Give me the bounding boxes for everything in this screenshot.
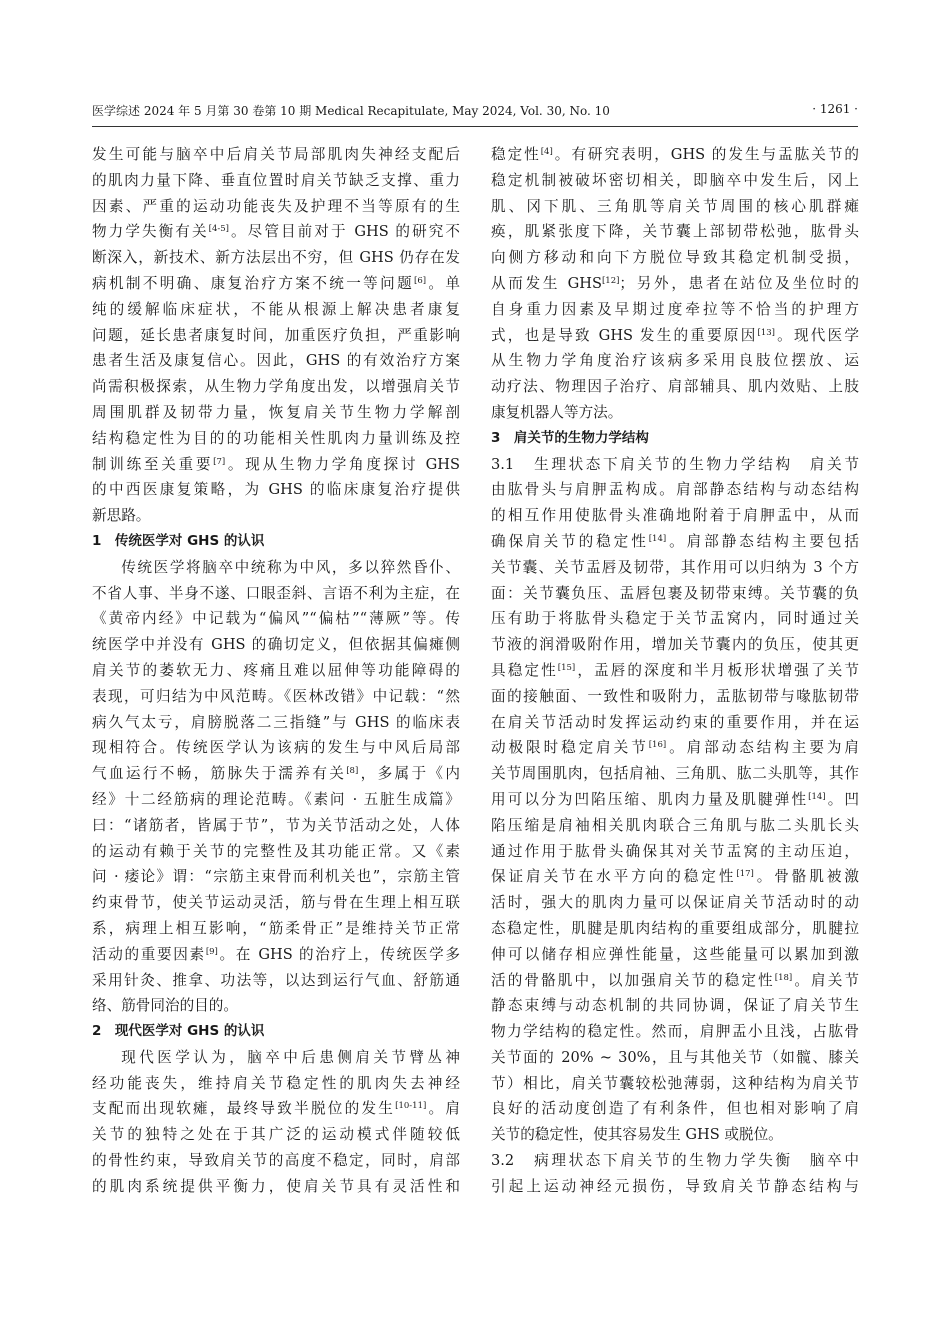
text-line: 新思路。 [92,507,151,525]
text-line: 保证肩关节在水平方向的稳定性[17]。骨骼肌被激 [491,868,859,886]
text-line: 关节囊、关节盂唇及韧带，其作用可以归纳为 3 个方 [491,558,859,576]
text-line: 从生物力学角度治疗该病多采用良肢位摆放、运 [491,352,859,370]
running-header [92,100,858,122]
text-line: 经功能丧失，维持肩关节稳定性的肌肉失去神经 [92,1074,460,1092]
text-line: 约束骨节，使关节运动灵活，筋与骨在生理上相互联 [92,894,460,912]
text-line: 关节的稳定性，使其容易发生 GHS 或脱位。 [491,1126,783,1144]
text-line: 向侧方移动和向下方脱位导致其稳定机制受损， [491,249,859,267]
text-line: 患者生活及康复信心。因此，GHS 的有效治疗方案 [92,352,460,370]
text-line: 式，也是导致 GHS 发生的重要原因[13]。现代医学 [491,326,859,344]
text-line: 传统医学将脑卒中统称为中风，多以猝然昏仆、 [121,558,460,576]
citation-marker: [6] [414,275,427,286]
text-line: 发生可能与脑卒中后肩关节局部肌肉失神经支配后 [92,146,460,163]
left-column [92,142,460,1200]
citation-marker: [18] [774,972,793,983]
text-line: 用可以分为凹陷压缩、肌肉力量及肌腱弹性[14]。凹 [491,790,859,808]
text-line: 面：关节囊负压、盂唇包裹及韧带束缚。关节囊的负 [491,584,859,602]
text-line: 络、筋骨同治的目的。 [92,997,238,1015]
text-line: 面的接触面、一致性和吸附力，盂肱韧带与喙肱韧带 [491,687,859,705]
subsection-heading: 3.2 病理状态下肩关节的生物力学失衡 脑卒中 [491,1152,859,1170]
citation-marker: [4-5] [208,224,229,235]
text-line: 支配而出现软瘫，最终导致半脱位的发生[10-11]。肩 [92,1100,460,1118]
text-line: 采用针灸、推拿、功法等，以达到运行气血、舒筋通 [92,971,460,989]
text-line: 节）相比，肩关节囊较松弛薄弱，这种结构为肩关节 [491,1074,859,1092]
citation-marker: [12] [601,275,620,286]
text-line: 动极限时稳定肩关节[16]。肩部动态结构主要为肩 [491,739,859,757]
text-line: 节液的润滑吸附作用，增加关节囊内的负压，使其更 [491,636,859,654]
header-rule [92,126,858,127]
section-heading: 3 肩关节的生物力学结构 [491,429,649,446]
text-line: 现代医学认为，脑卒中后患侧肩关节臂丛神 [121,1048,460,1066]
text-line: 尚需积极探索，从生物力学角度出发，以增强肩关节 [92,378,460,396]
text-line: 的中西医康复策略，为 GHS 的临床康复治疗提供 [92,481,460,499]
text-line: 问 · 痿论》谓：“宗筋主束骨而利机关也”，宗筋主管 [92,868,460,886]
citation-marker: [14] [808,791,826,802]
text-line: 活动的重要因素[9]。在 GHS 的治疗上，传统医学多 [92,945,460,963]
text-line: 良好的活动度创造了有利条件，但也相对影响了肩 [491,1100,859,1118]
text-line: 静态束缚与动态机制的共同协调，保证了肩关节生 [491,997,859,1015]
text-line: 稳定性[4]。有研究表明，GHS 的发生与盂肱关节的 [491,146,859,163]
text-line: 通过作用于肱骨头确保其对关节盂窝的主动压迫， [491,842,859,860]
citation-marker: [10-11] [395,1101,427,1112]
text-line: 统医学中并没有 GHS 的确切定义，但依据其偏瘫侧 [92,636,460,654]
text-line: 压有助于将肱骨头稳定于关节盂窝内，同时通过关 [491,610,859,628]
text-line: 态稳定性，肌腱是肌肉结构的重要组成部分，肌腱拉 [491,919,859,937]
text-line: 在肩关节活动时发挥运动约束的重要作用，并在运 [491,713,859,731]
text-line: 活的骨骼肌中，以加强肩关节的稳定性[18]。肩关节 [491,971,859,989]
citation-marker: [14] [648,533,667,544]
text-line: 关节面的 20% ~ 30%，且与其他关节（如髋、膝关 [491,1048,859,1066]
text-line: 表现，可归结为中风范畴。《医林改错》中记载：“然 [92,687,460,705]
text-line: 病机制不明确、康复治疗方案不统一等问题[6]。单 [92,274,460,292]
text-line: 关节的独特之处在于其广泛的运动模式伴随较低 [92,1126,460,1144]
text-line: 断深入，新技术、新方法层出不穷，但 GHS 仍存在发 [92,249,460,267]
text-line: 物力学结构的稳定性。然而，肩胛盂小且浅，占肱骨 [491,1023,859,1041]
text-line: 的肌肉系统提供平衡力，使肩关节具有灵活性和 [92,1177,460,1195]
text-line: 陷压缩是肩袖相关肌肉联合三角肌与肱二头肌长头 [491,816,859,834]
text-line: 确保肩关节的稳定性[14]。肩部静态结构主要包括 [491,532,859,550]
text-line: 的骨性约束，导致肩关节的高度不稳定，同时，肩部 [92,1152,460,1170]
text-line: 经》十二经筋病的理论范畴。《素问 · 五脏生成篇》 [92,790,460,808]
text-line: 康复机器人等方法。 [491,403,623,421]
text-line: 结构稳定性为目的的功能相关性肌肉力量训练及控 [92,429,460,447]
text-line: 稳定机制被破坏密切相关，即脑卒中发生后，冈上 [491,171,859,189]
text-line: 伸可以储存相应弹性能量，这些能量可以累加到激 [491,945,859,963]
text-line: 周围肌群及韧带力量，恢复肩关节生物力学解剖 [92,403,460,421]
citation-marker: [8] [346,766,359,777]
text-line: 的肌肉力量下降、垂直位置时肩关节缺乏支撑、重力 [92,171,460,189]
text-line: 问题，延长患者康复时间，加重医疗负担，严重影响 [92,326,460,344]
text-line: 系，病理上相互影响，“筋柔骨正”是维持关节正常 [92,919,460,937]
right-column [491,142,859,1200]
text-line: 自身重力因素及早期过度牵拉等不恰当的护理方 [491,300,859,318]
text-line: 气血运行不畅，筋脉失于濡养有关[8]，多属于《内 [92,765,460,783]
section-heading: 2 现代医学对 GHS 的认识 [92,1023,265,1040]
section-heading: 1 传统医学对 GHS 的认识 [92,532,265,549]
text-line: 从而发生 GHS[12]；另外，患者在站位及坐位时的 [491,274,859,292]
text-line: 的相互作用使肱骨头准确地附着于肩胛盂中，从而 [491,507,859,525]
text-line: 动疗法、物理因子治疗、肩部辅具、肌内效贴、上肢 [491,378,859,396]
citation-marker: [7] [213,456,226,467]
citation-marker: [4] [540,147,553,157]
text-line: 的运动有赖于关节的完整性及其功能正常。又《素 [92,842,460,860]
text-line: 曰：“诸筋者，皆属于节”，节为关节活动之处，人体 [92,816,460,834]
citation-marker: [17] [736,869,754,880]
text-line: 痪，肌紧张度下降，关节囊上部韧带松弛，肱骨头 [491,223,859,241]
citation-marker: [16] [648,740,667,751]
text-line: 现相符合。传统医学认为该病的发生与中风后局部 [92,739,460,757]
text-line: 《黄帝内经》中记载为“偏风”“偏枯”“薄厥”等。传 [92,610,460,628]
text-line: 不省人事、半身不遂、口眼歪斜、言语不利为主症，在 [92,584,460,602]
text-line: 制训练至关重要[7]。现从生物力学角度探讨 GHS [92,455,460,473]
text-line: 纯的缓解临床症状，不能从根源上解决患者康复 [92,300,460,318]
text-line: 肩关节的萎软无力、疼痛且难以屈伸等功能障碍的 [92,661,460,679]
text-line: 由肱骨头与肩胛盂构成。肩部静态结构与动态结构 [491,481,859,499]
text-line: 病久气太亏，肩膀脱落二三指缝”与 GHS 的临床表 [92,713,460,731]
text-line: 物力学失衡有关[4-5]。尽管目前对于 GHS 的研究不 [92,223,460,241]
journal-citation: 医学综述 2024 年 5 月第 30 卷第 10 期 Medical Recapitulate, May 2024, Vol. 30, No. 10 [92,104,610,118]
subsection-heading: 3.1 生理状态下肩关节的生物力学结构 肩关节 [491,455,859,473]
citation-marker: [15] [557,662,576,673]
text-line: 活时，强大的肌肉力量可以保证肩关节活动时的动 [491,894,859,912]
text-line: 因素、严重的运动功能丧失及护理不当等原有的生 [92,197,460,215]
citation-marker: [9] [205,946,218,957]
text-line: 肌、冈下肌、三角肌等肩关节周围的核心肌群瘫 [491,197,859,215]
citation-marker: [13] [757,327,775,338]
text-line: 关节周围肌肉，包括肩袖、三角肌、肱二头肌等，其作 [491,765,859,783]
text-line: 具稳定性[15]，盂唇的深度和半月板形状增强了关节 [491,661,859,679]
page-number: · 1261 · [812,102,858,116]
text-line: 引起上运动神经元损伤，导致肩关节静态结构与 [491,1177,859,1195]
